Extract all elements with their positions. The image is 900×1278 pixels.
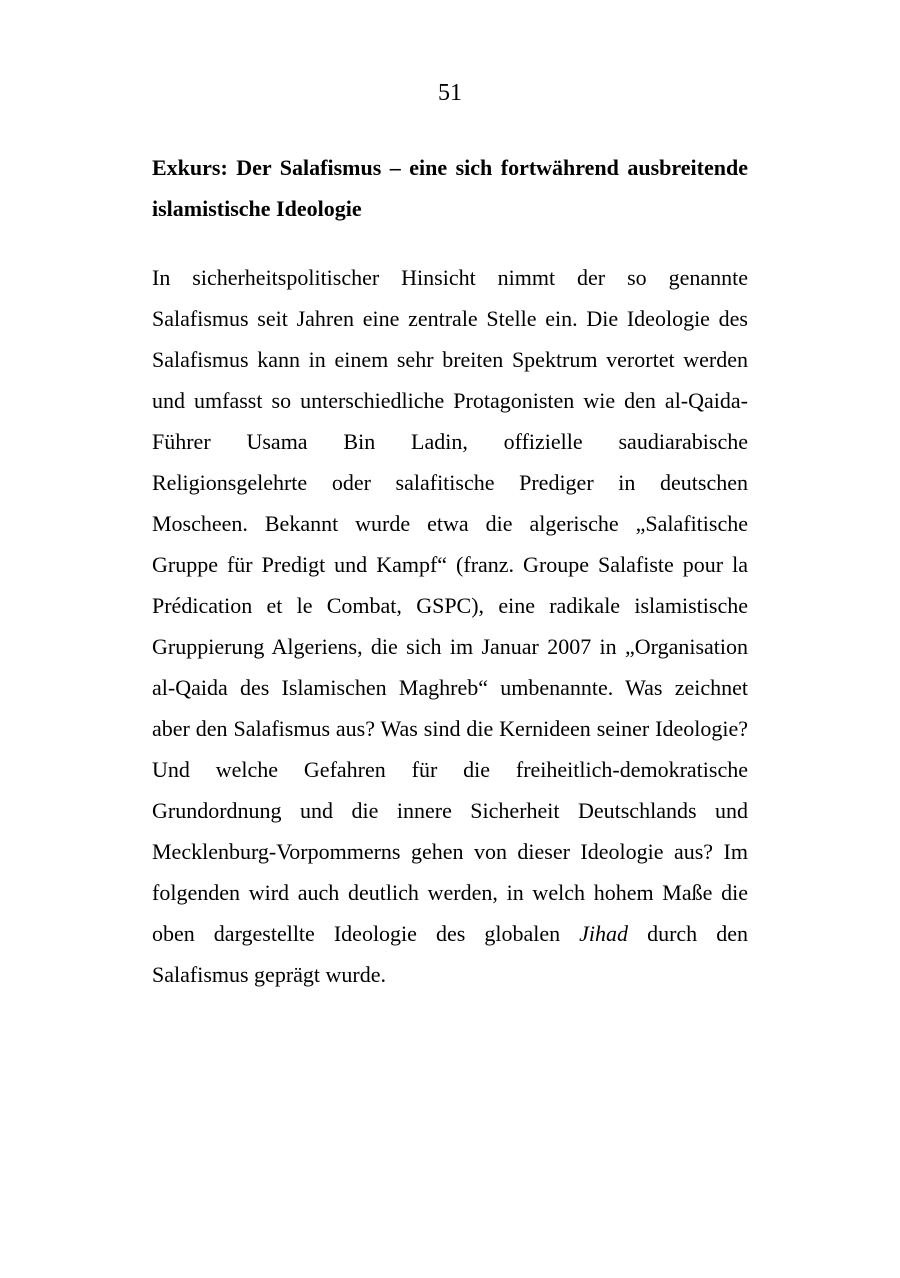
- paragraph-text-end: durch den Salafismus geprägt wurde.: [152, 921, 748, 987]
- document-body: [152, 147, 748, 995]
- emphasized-term: Jihad: [579, 921, 629, 946]
- body-paragraph: [152, 257, 748, 995]
- paragraph-text-start: In sicherheitspolitischer Hinsicht nimmt der so genannte Salafismus seit Jahren eine zentrale Stelle ein. Die Ideologie des Salafismus kann in einem sehr breiten Spektrum verortet werden und umfasst so unterschiedliche Protagonisten wie den al-Qaida-Führer Usama Bin Ladin, offizielle saudiarabische Religionsgelehrte oder salafitische Prediger in deutschen Moscheen. Bekannt wurde etwa die algerische „Salafitische Gruppe für Predigt und Kampf“ (franz. Groupe Salafiste pour la Prédication et le Combat, GSPC), eine radikale islamistische Gruppierung Algeriens, die sich im Januar 2007 in „Organisation al-Qaida des Islamischen Maghreb“ umbenannte. Was zeichnet aber den Salafismus aus? Was sind die Kernideen seiner Ideologie? Und welche Gefahren für die freiheitlich-demokratische Grundordnung und die innere Sicherheit Deutschlands und Mecklenburg-Vorpommerns gehen von dieser Ideologie aus? Im folgenden wird auch deutlich werden, in welch hohem Maße die oben dargestellte Ideologie des globalen: [152, 265, 748, 946]
- page-number: 51: [438, 80, 462, 106]
- section-heading: Exkurs: Der Salafismus – eine sich fortwährend ausbreitende islamistische Ideologie: [152, 155, 748, 221]
